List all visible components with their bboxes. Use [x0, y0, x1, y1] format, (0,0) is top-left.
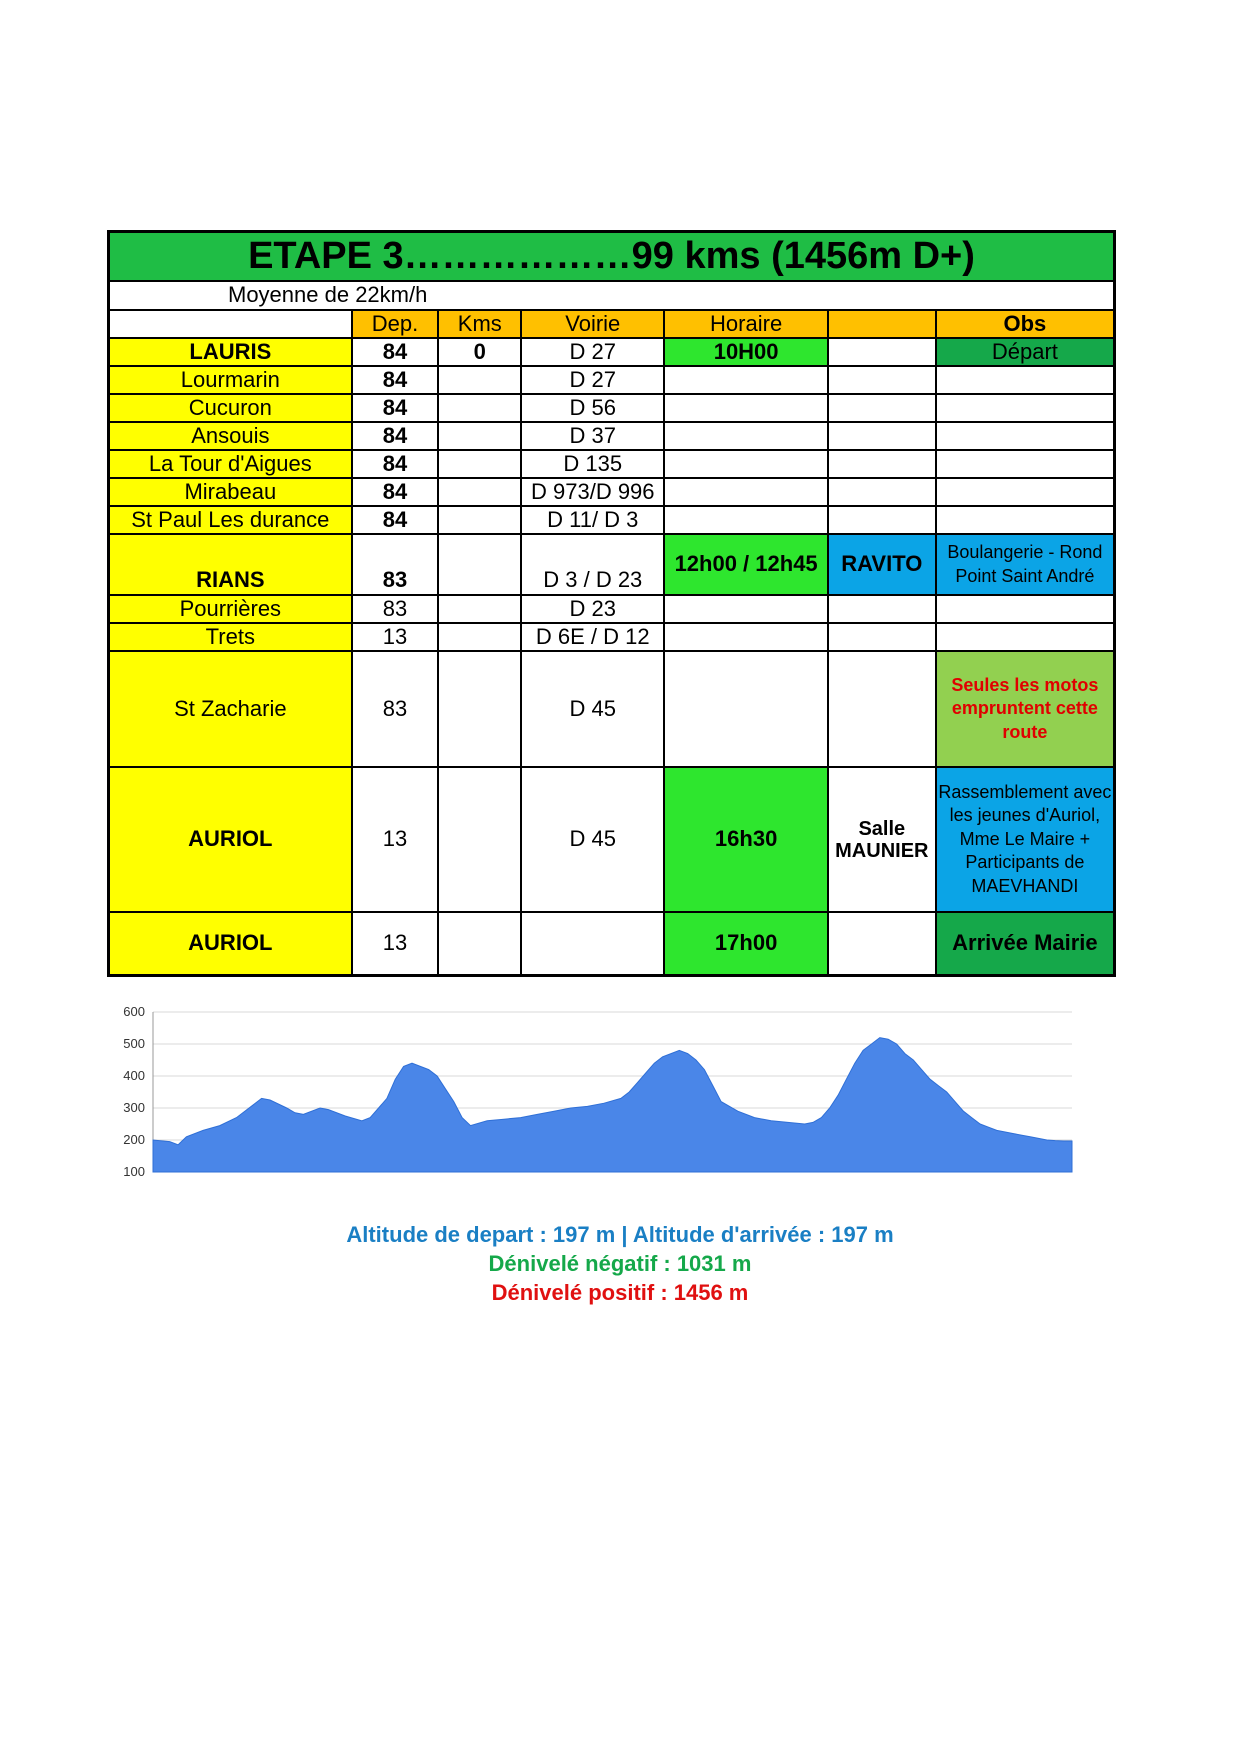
- observation: [936, 422, 1115, 450]
- road: D 11/ D 3: [521, 506, 664, 534]
- schedule: 16h30: [664, 767, 827, 912]
- schedule: [664, 595, 827, 623]
- observation: [936, 595, 1115, 623]
- place-name: La Tour d'Aigues: [109, 450, 352, 478]
- negative-elevation: Dénivelé négatif : 1031 m: [488, 1251, 752, 1276]
- observation: [936, 478, 1115, 506]
- schedule: [664, 651, 827, 767]
- kms: [438, 767, 521, 912]
- observation: [936, 366, 1115, 394]
- average-speed: Moyenne de 22km/h: [109, 281, 1115, 310]
- kms: [438, 534, 521, 595]
- departement: 84: [352, 366, 439, 394]
- place-name: AURIOL: [109, 767, 352, 912]
- place-name: Mirabeau: [109, 478, 352, 506]
- header-extra: [828, 310, 936, 338]
- y-tick-label: 400: [123, 1068, 145, 1083]
- road: D 6E / D 12: [521, 623, 664, 651]
- road: D 56: [521, 394, 664, 422]
- kms: [438, 478, 521, 506]
- table-row: [109, 651, 1115, 767]
- kms: [438, 394, 521, 422]
- place-name: Pourrières: [109, 595, 352, 623]
- kms: [438, 651, 521, 767]
- schedule: [664, 422, 827, 450]
- road: D 23: [521, 595, 664, 623]
- schedule: 12h00 / 12h45: [664, 534, 827, 595]
- y-tick-label: 500: [123, 1036, 145, 1051]
- place-name: Cucuron: [109, 394, 352, 422]
- y-tick-label: 300: [123, 1100, 145, 1115]
- place-name: AURIOL: [109, 912, 352, 975]
- header-voirie: Voirie: [521, 310, 664, 338]
- departement: 13: [352, 623, 439, 651]
- departement: 84: [352, 394, 439, 422]
- extra: [828, 450, 936, 478]
- place-name: LAURIS: [109, 338, 352, 366]
- observation: [936, 394, 1115, 422]
- road: D 135: [521, 450, 664, 478]
- stage-title: ETAPE 3………………99 kms (1456m D+): [109, 232, 1115, 282]
- table-row: [109, 912, 1115, 975]
- header-row: [109, 310, 1115, 338]
- table-row: [109, 767, 1115, 912]
- kms: 0: [438, 338, 521, 366]
- kms: [438, 912, 521, 975]
- place-name: Lourmarin: [109, 366, 352, 394]
- table-row: [109, 534, 1115, 595]
- departement: 13: [352, 912, 439, 975]
- y-tick-label: 100: [123, 1164, 145, 1179]
- road: D 973/D 996: [521, 478, 664, 506]
- extra: [828, 651, 936, 767]
- observation: Rassemblement avec les jeunes d'Auriol, Mme Le Maire + Participants de MAEVHANDI: [936, 767, 1115, 912]
- schedule: 17h00: [664, 912, 827, 975]
- extra: [828, 422, 936, 450]
- kms: [438, 450, 521, 478]
- place-name: RIANS: [109, 534, 352, 595]
- schedule: [664, 450, 827, 478]
- positive-elevation: Dénivelé positif : 1456 m: [491, 1280, 749, 1305]
- table-row: [109, 422, 1115, 450]
- table-row: [109, 506, 1115, 534]
- road: D 45: [521, 651, 664, 767]
- kms: [438, 422, 521, 450]
- y-tick-label: 600: [123, 1004, 145, 1019]
- observation: Boulangerie - Rond Point Saint André: [936, 534, 1115, 595]
- road: D 3 / D 23: [521, 534, 664, 595]
- road: D 45: [521, 767, 664, 912]
- road: D 27: [521, 338, 664, 366]
- extra: [828, 366, 936, 394]
- extra: [828, 394, 936, 422]
- place-name: St Paul Les durance: [109, 506, 352, 534]
- extra: Salle MAUNIER: [828, 767, 936, 912]
- place-name: St Zacharie: [109, 651, 352, 767]
- place-name: Trets: [109, 623, 352, 651]
- table-row: [109, 623, 1115, 651]
- departement: 13: [352, 767, 439, 912]
- departement: 84: [352, 506, 439, 534]
- header-dep: Dep.: [352, 310, 439, 338]
- kms: [438, 595, 521, 623]
- table-row: [109, 394, 1115, 422]
- departement: 84: [352, 450, 439, 478]
- place-name: Ansouis: [109, 422, 352, 450]
- table-row: [109, 338, 1115, 366]
- departement: 84: [352, 422, 439, 450]
- departement: 83: [352, 651, 439, 767]
- road: D 37: [521, 422, 664, 450]
- observation: Seules les motos empruntent cette route: [936, 651, 1115, 767]
- extra: [828, 478, 936, 506]
- kms: [438, 506, 521, 534]
- header-kms: Kms: [438, 310, 521, 338]
- header-lieu: [109, 310, 352, 338]
- elevation-profile: [107, 1002, 1107, 1217]
- extra: [828, 595, 936, 623]
- extra: [828, 623, 936, 651]
- kms: [438, 366, 521, 394]
- observation: Arrivée Mairie: [936, 912, 1115, 975]
- kms: [438, 623, 521, 651]
- schedule: [664, 506, 827, 534]
- altitude-summary: Altitude de depart : 197 m | Altitude d'arrivée : 197 m: [346, 1222, 894, 1247]
- schedule: [664, 394, 827, 422]
- header-horaire: Horaire: [664, 310, 827, 338]
- extra: RAVITO: [828, 534, 936, 595]
- schedule: 10H00: [664, 338, 827, 366]
- table-row: [109, 450, 1115, 478]
- road: D 27: [521, 366, 664, 394]
- departement: 84: [352, 478, 439, 506]
- y-tick-label: 200: [123, 1132, 145, 1147]
- extra: [828, 338, 936, 366]
- observation: [936, 623, 1115, 651]
- observation: Départ: [936, 338, 1115, 366]
- departement: 84: [352, 338, 439, 366]
- route-table: [107, 230, 1116, 977]
- departement: 83: [352, 534, 439, 595]
- schedule: [664, 623, 827, 651]
- table-row: [109, 595, 1115, 623]
- observation: [936, 506, 1115, 534]
- extra: [828, 506, 936, 534]
- extra: [828, 912, 936, 975]
- schedule: [664, 366, 827, 394]
- table-row: [109, 478, 1115, 506]
- observation: [936, 450, 1115, 478]
- road: [521, 912, 664, 975]
- schedule: [664, 478, 827, 506]
- header-obs: Obs: [936, 310, 1115, 338]
- departement: 83: [352, 595, 439, 623]
- table-row: [109, 366, 1115, 394]
